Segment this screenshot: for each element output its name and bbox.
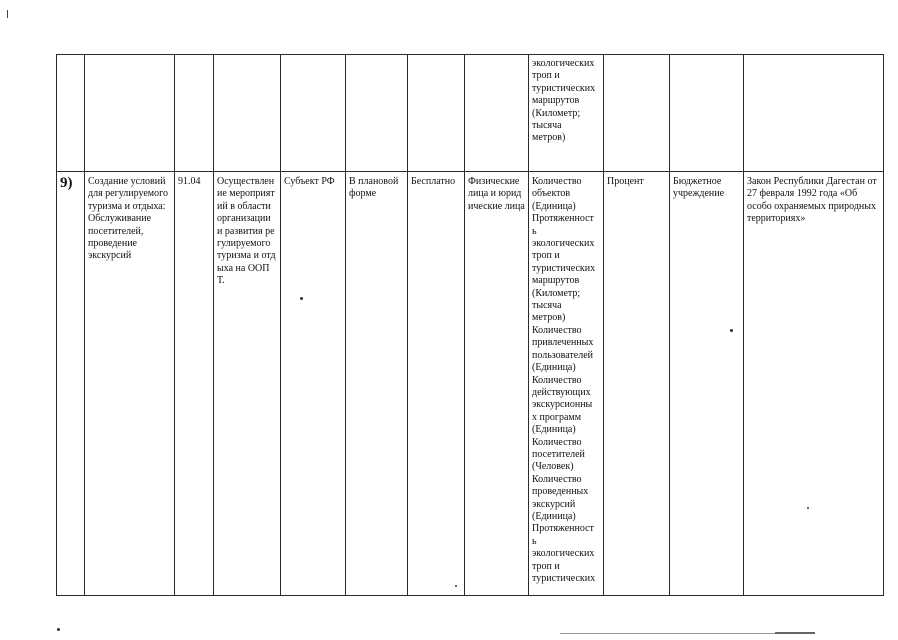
scan-speck [57, 628, 60, 631]
service-content-cell: Осуществление мероприятий в области организации и развития регулируемого туризма и отдыха на ООПТ. [214, 172, 281, 596]
institution-cell: Бюджетное учреждение [670, 172, 744, 596]
payment-cell: Бесплатно [408, 172, 465, 596]
form-cell: В плановой форме [346, 172, 408, 596]
level-cell: Субъект РФ [281, 172, 346, 596]
scan-speck [455, 585, 457, 587]
scan-speck [807, 507, 809, 509]
scan-speck [730, 329, 733, 332]
service-name-cell: Создание условий для регулируемого туризма и отдыха: Обслуживание посетителей, проведение экскурсий [85, 172, 175, 596]
scan-speck [300, 297, 303, 300]
table-row-service-9 [57, 172, 884, 596]
scan-mark-top-left [7, 10, 8, 18]
law-cell: Закон Республики Дагестан от 27 февраля 1992 года «Об особо охраняемых природных территориях» [744, 172, 884, 596]
consumers-cell: Физические лица и юридические лица [465, 172, 529, 596]
indicators-cell: Количество объектов (Единица) Протяженност ь экологических троп и туристических маршрутов (Километр; тысяча метров) Количество привлеченных пользователей (Единица) Количество действующих экскурсионны х программ (Единица) Количество посетителей (Человек) Количество проведенных экскурсий (Единица) Протяженност ь экологических троп и туристических [529, 172, 604, 596]
services-register-table [56, 54, 884, 596]
okved-code-cell: 91.04 [175, 172, 214, 596]
table-row-continuation [57, 55, 884, 172]
scan-line-bottom [560, 633, 780, 634]
scan-line-bottom-2 [775, 632, 815, 634]
indicators-continued-cell: экологических троп и туристических маршрутов (Километр; тысяча метров) [529, 55, 604, 172]
row-number: 9) [57, 172, 85, 596]
unit-cell: Процент [604, 172, 670, 596]
